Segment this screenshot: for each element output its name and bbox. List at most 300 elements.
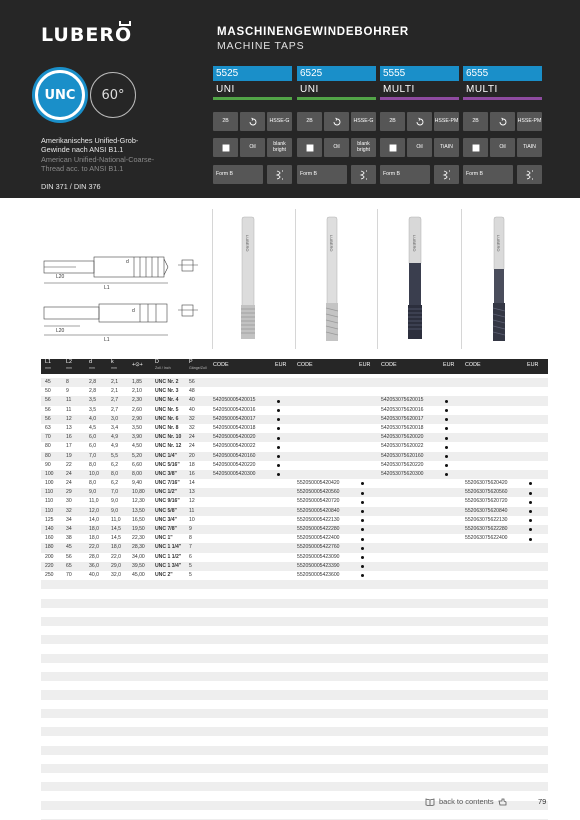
thread-type-badge: UNC: [35, 70, 85, 120]
column-header: P Gänge/Zoll: [189, 359, 207, 370]
logo-mark-icon: [119, 21, 131, 26]
cell-code: 542050005420022: [213, 443, 256, 450]
cell-l2: 11: [66, 397, 72, 404]
square-end-views: [178, 260, 198, 316]
column-divider: [295, 209, 296, 349]
table-row: [41, 543, 548, 552]
cell-dia: UNC 1/4": [155, 452, 177, 459]
cell-l1: 56: [45, 415, 51, 422]
cell-drill: 39,50: [132, 562, 145, 569]
cell-drill: 2,60: [132, 406, 142, 413]
cell-p: 8: [189, 535, 192, 542]
availability-dot: [529, 492, 532, 495]
column-divider: [377, 209, 378, 349]
cell-code: 542053075620016: [381, 406, 424, 413]
cell-p: 6: [189, 553, 192, 560]
table-row-empty: [41, 810, 548, 819]
cell-d: 4,0: [89, 415, 97, 422]
table-row-empty: [41, 782, 548, 791]
table-row: [41, 479, 548, 488]
cell-code: 552063075620560: [465, 489, 508, 496]
property-cell: [324, 112, 349, 131]
cell-p: 10: [189, 516, 195, 523]
availability-dot: [445, 446, 448, 449]
property-cell: HSSE-PM: [517, 112, 542, 131]
availability-dot: [529, 538, 532, 541]
property-cell: [240, 112, 265, 131]
property-cell: Oil: [240, 138, 265, 157]
property-cell: [297, 138, 322, 157]
back-link-label: back to contents: [439, 797, 494, 806]
cell-d: 18,0: [89, 535, 99, 542]
cell-p: 24: [189, 443, 195, 450]
column-header: CODE: [297, 362, 313, 368]
cell-l2: 22: [66, 461, 72, 468]
thread-angle-badge: 60°: [90, 72, 136, 118]
property-cell: Form B: [463, 165, 513, 184]
cell-code: 552050005423390: [297, 562, 340, 569]
cell-code: 542053075620300: [381, 470, 424, 477]
cell-l2: 34: [66, 516, 72, 523]
column-unit: Zoll / Inch: [155, 365, 171, 370]
product-code: 6525: [297, 66, 376, 81]
cell-code: 552063075622130: [465, 516, 508, 523]
cell-code: 542053075620018: [381, 424, 424, 431]
cell-code: 542050005420018: [213, 424, 256, 431]
chip-icon: [388, 143, 398, 153]
column-unit: mm: [89, 365, 95, 370]
tool-drawings: [0, 205, 580, 357]
property-cell: HSSE-G: [351, 112, 376, 131]
cell-p: 20: [189, 452, 195, 459]
cell-code: 552063075620840: [465, 507, 508, 514]
table-row-empty: [41, 663, 548, 672]
availability-dot: [361, 556, 364, 559]
cell-l1: 50: [45, 388, 51, 395]
cell-d: 12,0: [89, 507, 99, 514]
table-row: [41, 461, 548, 470]
cell-l2: 9: [66, 388, 69, 395]
property-cell: [407, 112, 432, 131]
cell-d: 3,5: [89, 406, 97, 413]
cell-l1: 200: [45, 553, 54, 560]
cell-d: 9,0: [89, 489, 97, 496]
column-unit: mm: [45, 365, 51, 370]
table-row-empty: [41, 700, 548, 709]
cell-p: 16: [189, 470, 195, 477]
table-row-empty: [41, 690, 548, 699]
column-header: L1 mm: [45, 359, 51, 370]
cell-k: 32,0: [111, 571, 121, 578]
chip-icon: [471, 143, 481, 153]
cell-k: 3,4: [111, 424, 119, 431]
cell-code: 552050005420840: [297, 507, 340, 514]
availability-dot: [361, 547, 364, 550]
cell-k: 11,0: [111, 516, 121, 523]
product-code: 5555: [380, 66, 459, 81]
cell-d: 2,8: [89, 379, 97, 385]
cell-drill: 4,50: [132, 443, 142, 450]
cell-l2: 65: [66, 562, 72, 569]
cell-p: 40: [189, 406, 195, 413]
availability-dot: [277, 427, 280, 430]
cell-p: 12: [189, 498, 195, 505]
table-row: [41, 433, 548, 442]
property-cell: 2B: [463, 112, 488, 131]
cell-l1: 45: [45, 379, 51, 385]
spiral-icon: [359, 170, 369, 180]
table-row: [41, 442, 548, 451]
chip-icon: [305, 143, 315, 153]
cell-k: 9,0: [111, 507, 119, 514]
cell-k: 2,7: [111, 397, 119, 404]
cell-k: 4,9: [111, 434, 119, 441]
column-header: CODE: [213, 362, 229, 368]
cell-l2: 16: [66, 434, 72, 441]
tool-brand-5525: LUBERO: [245, 235, 250, 252]
property-cell: TiAIN: [517, 138, 542, 157]
table-row: [41, 497, 548, 506]
availability-dot: [361, 492, 364, 495]
cell-dia: UNC 2": [155, 571, 173, 578]
cell-code: 552063075622400: [465, 535, 508, 542]
cell-k: 5,5: [111, 452, 119, 459]
table-row: [41, 488, 548, 497]
cell-dia: UNC 1/2": [155, 489, 177, 496]
cell-l2: 13: [66, 424, 72, 431]
cell-drill: 10,80: [132, 489, 145, 496]
cell-d: 22,0: [89, 544, 99, 551]
property-cell: 2B: [297, 112, 322, 131]
availability-dot: [445, 473, 448, 476]
table-row-empty: [41, 736, 548, 745]
cell-k: 6,2: [111, 480, 119, 487]
product-accent-bar: [213, 97, 292, 100]
product-column-5525: [213, 66, 292, 100]
cell-code: 542050005420017: [213, 415, 256, 422]
product-code: 6555: [463, 66, 542, 81]
property-cell: [380, 138, 405, 157]
cell-d: 18,0: [89, 526, 99, 532]
cell-k: 9,0: [111, 498, 119, 505]
cell-p: 13: [189, 489, 195, 496]
table-row: [41, 424, 548, 433]
page-header: [0, 0, 580, 198]
property-cell: Oil: [490, 138, 515, 157]
cell-l2: 29: [66, 489, 72, 496]
table-row-empty: [41, 709, 548, 718]
cell-l1: 110: [45, 507, 54, 514]
cell-l2: 45: [66, 544, 72, 551]
rotation-icon: [248, 117, 258, 127]
cell-dia: UNC 1 1/2": [155, 553, 182, 560]
column-header: D Zoll / Inch: [155, 359, 171, 370]
table-row-empty: [41, 718, 548, 727]
product-accent-bar: [463, 97, 542, 100]
availability-dot: [445, 464, 448, 467]
rotation-icon: [498, 117, 508, 127]
table-row: [41, 553, 548, 562]
availability-dot: [277, 400, 280, 403]
cell-k: 18,0: [111, 544, 121, 551]
property-cell: [434, 165, 459, 184]
cell-drill: 3,50: [132, 424, 142, 431]
availability-dot: [445, 400, 448, 403]
property-cell: [213, 138, 238, 157]
column-header: CODE: [381, 362, 397, 368]
cell-dia: UNC Nr. 3: [155, 388, 179, 395]
cell-code: 542050005420220: [213, 461, 256, 468]
cell-drill: 19,50: [132, 526, 145, 532]
column-header: CODE: [465, 362, 481, 368]
cell-p: 32: [189, 415, 195, 422]
rotation-icon: [415, 117, 425, 127]
cell-drill: 13,50: [132, 507, 145, 514]
table-row-empty: [41, 654, 548, 663]
cell-l1: 100: [45, 470, 54, 477]
property-cell: Form B: [213, 165, 263, 184]
cell-d: 3,5: [89, 397, 97, 404]
pointer-hand-icon: [498, 798, 507, 806]
cell-code: 552063075620420: [465, 480, 508, 487]
cell-k: 29,0: [111, 562, 121, 569]
property-cell: [463, 138, 488, 157]
availability-dot: [445, 455, 448, 458]
table-row-empty: [41, 580, 548, 589]
cell-drill: 6,60: [132, 461, 142, 468]
cell-p: 7: [189, 544, 192, 551]
cell-drill: 22,30: [132, 535, 145, 542]
cell-dia: UNC 1 3/4": [155, 562, 182, 569]
cell-drill: 3,90: [132, 434, 142, 441]
thread-description: [41, 136, 191, 174]
table-row-empty: [41, 589, 548, 598]
product-type: UNI: [216, 84, 235, 95]
rotation-icon: [332, 117, 342, 127]
property-cell: HSSE-PM: [434, 112, 459, 131]
cell-p: 9: [189, 526, 192, 532]
table-row-empty: [41, 635, 548, 644]
spiral-icon: [525, 170, 535, 180]
table-row: [41, 571, 548, 580]
column-header: EUR: [527, 362, 539, 368]
availability-dot: [277, 446, 280, 449]
cell-l1: 100: [45, 480, 54, 487]
label-d-bottom: d: [132, 308, 135, 314]
availability-dot: [445, 409, 448, 412]
table-row-empty: [41, 773, 548, 782]
column-header: EUR: [359, 362, 371, 368]
cell-code: 542053075620020: [381, 434, 424, 441]
cell-l2: 8: [66, 379, 69, 385]
cell-l2: 12: [66, 415, 72, 422]
brand-logo: LUBERO: [41, 24, 133, 46]
cell-d: 2,8: [89, 388, 97, 395]
column-unit: Gänge/Zoll: [189, 365, 207, 370]
cell-drill: 5,20: [132, 452, 142, 459]
cell-l1: 63: [45, 424, 51, 431]
availability-dot: [361, 574, 364, 577]
table-header: [41, 359, 548, 374]
label-d-top: d: [126, 259, 129, 265]
cell-l1: 110: [45, 498, 54, 505]
cell-d: 6,0: [89, 434, 97, 441]
cell-drill: 45,00: [132, 571, 145, 578]
cell-p: 56: [189, 379, 195, 385]
cell-l2: 30: [66, 498, 72, 505]
product-type: MULTI: [383, 84, 415, 95]
cell-dia: UNC 3/4": [155, 516, 177, 523]
cell-l2: 56: [66, 553, 72, 560]
cell-l1: 250: [45, 571, 54, 578]
cell-k: 22,0: [111, 553, 121, 560]
cell-d: 8,0: [89, 461, 97, 468]
property-cell: Oil: [407, 138, 432, 157]
property-cell: [351, 165, 376, 184]
table-row: [41, 516, 548, 525]
availability-dot: [277, 409, 280, 412]
property-cell: blank bright: [267, 138, 292, 157]
cell-k: 14,5: [111, 526, 121, 532]
tool-brand-5555: LUBERO: [412, 235, 417, 252]
product-code: 5525: [213, 66, 292, 81]
cell-d: 6,0: [89, 443, 97, 450]
cell-code: 552050005420420: [297, 480, 340, 487]
cell-dia: UNC 5/8": [155, 507, 177, 514]
product-accent-bar: [380, 97, 459, 100]
availability-dot: [529, 510, 532, 513]
availability-dot: [445, 437, 448, 440]
availability-dot: [445, 418, 448, 421]
cell-drill: 12,30: [132, 498, 145, 505]
cell-code: 552063075620720: [465, 498, 508, 505]
cell-l1: 80: [45, 443, 51, 450]
table-row: [41, 378, 548, 387]
cell-drill: 16,50: [132, 516, 145, 523]
cell-dia: UNC Nr. 6: [155, 415, 179, 422]
spiral-icon: [442, 170, 452, 180]
cell-drill: 8,00: [132, 470, 142, 477]
cell-dia: UNC Nr. 4: [155, 397, 179, 404]
cell-code: 552050005422280: [297, 526, 340, 532]
column-header: k mm: [111, 359, 117, 370]
cell-l1: 110: [45, 489, 54, 496]
property-cell: Form B: [380, 165, 430, 184]
chip-icon: [221, 143, 231, 153]
property-cell: blank bright: [351, 138, 376, 157]
cell-l2: 17: [66, 443, 72, 450]
property-cell: TiAIN: [434, 138, 459, 157]
cell-d: 4,5: [89, 424, 97, 431]
cell-k: 14,5: [111, 535, 121, 542]
din-standard: DIN 371 / DIN 376: [41, 182, 101, 191]
cell-l1: 125: [45, 516, 54, 523]
cell-l2: 24: [66, 480, 72, 487]
table-row-empty: [41, 764, 548, 773]
cell-dia: UNC 3/8": [155, 470, 177, 477]
tool-brand-6555: LUBERO: [496, 235, 501, 252]
cell-l1: 140: [45, 526, 54, 532]
cell-k: 2,1: [111, 388, 119, 395]
cell-code: 542053075620017: [381, 415, 424, 422]
cell-dia: UNC 7/8": [155, 526, 177, 532]
availability-dot: [277, 418, 280, 421]
availability-dot: [361, 538, 364, 541]
page-title-en: MACHINE TAPS: [217, 40, 305, 52]
availability-dot: [277, 464, 280, 467]
property-cell: 2B: [213, 112, 238, 131]
property-cell: Oil: [324, 138, 349, 157]
cell-k: 4,9: [111, 443, 119, 450]
table-row: [41, 507, 548, 516]
availability-dot: [529, 528, 532, 531]
table-row: [41, 406, 548, 415]
cell-l2: 11: [66, 406, 72, 413]
cell-k: 2,1: [111, 379, 119, 385]
property-cell: [490, 112, 515, 131]
availability-dot: [361, 482, 364, 485]
label-l1-bottom: L1: [104, 337, 110, 343]
description-de-line1: Amerikanisches Unified-Grob-: [41, 136, 139, 145]
cell-d: 36,0: [89, 562, 99, 569]
cell-l2: 19: [66, 452, 72, 459]
availability-dot: [529, 482, 532, 485]
back-to-contents-link[interactable]: [425, 797, 507, 806]
availability-dot: [361, 501, 364, 504]
cell-l1: 180: [45, 544, 54, 551]
table-row-empty: [41, 672, 548, 681]
table-row-empty: [41, 599, 548, 608]
product-column-6525: [297, 66, 376, 100]
cell-k: 6,2: [111, 461, 119, 468]
cell-d: 40,0: [89, 571, 99, 578]
cell-code: 552050005422400: [297, 535, 340, 542]
product-table: [41, 378, 548, 820]
cell-code: 552050005422130: [297, 516, 340, 523]
property-cell: Form B: [297, 165, 347, 184]
availability-dot: [277, 455, 280, 458]
cell-l1: 90: [45, 461, 51, 468]
availability-dot: [277, 437, 280, 440]
cell-d: 8,0: [89, 480, 97, 487]
cell-k: 8,0: [111, 470, 119, 477]
cell-code: 542053075620220: [381, 461, 424, 468]
cell-drill: 34,00: [132, 553, 145, 560]
cell-dia: UNC Nr. 5: [155, 406, 179, 413]
availability-dot: [529, 501, 532, 504]
availability-dot: [445, 427, 448, 430]
cell-p: 48: [189, 388, 195, 395]
cell-code: 542050005420160: [213, 452, 256, 459]
cell-p: 11: [189, 507, 195, 514]
cell-code: 542050005420300: [213, 470, 256, 477]
table-row-empty: [41, 644, 548, 653]
cell-dia: UNC 5/16": [155, 461, 180, 468]
cell-d: 7,0: [89, 452, 97, 459]
table-row: [41, 470, 548, 479]
label-l20-bottom: L20: [56, 328, 65, 334]
table-row-empty: [41, 746, 548, 755]
cell-k: 2,7: [111, 406, 119, 413]
property-cell: [517, 165, 542, 184]
cell-dia: UNC Nr. 12: [155, 443, 182, 450]
cell-code: 542053075620015: [381, 397, 424, 404]
product-type: UNI: [300, 84, 319, 95]
cell-code: 552050005422760: [297, 544, 340, 551]
cell-d: 28,0: [89, 553, 99, 560]
table-row-empty: [41, 608, 548, 617]
availability-dot: [277, 473, 280, 476]
